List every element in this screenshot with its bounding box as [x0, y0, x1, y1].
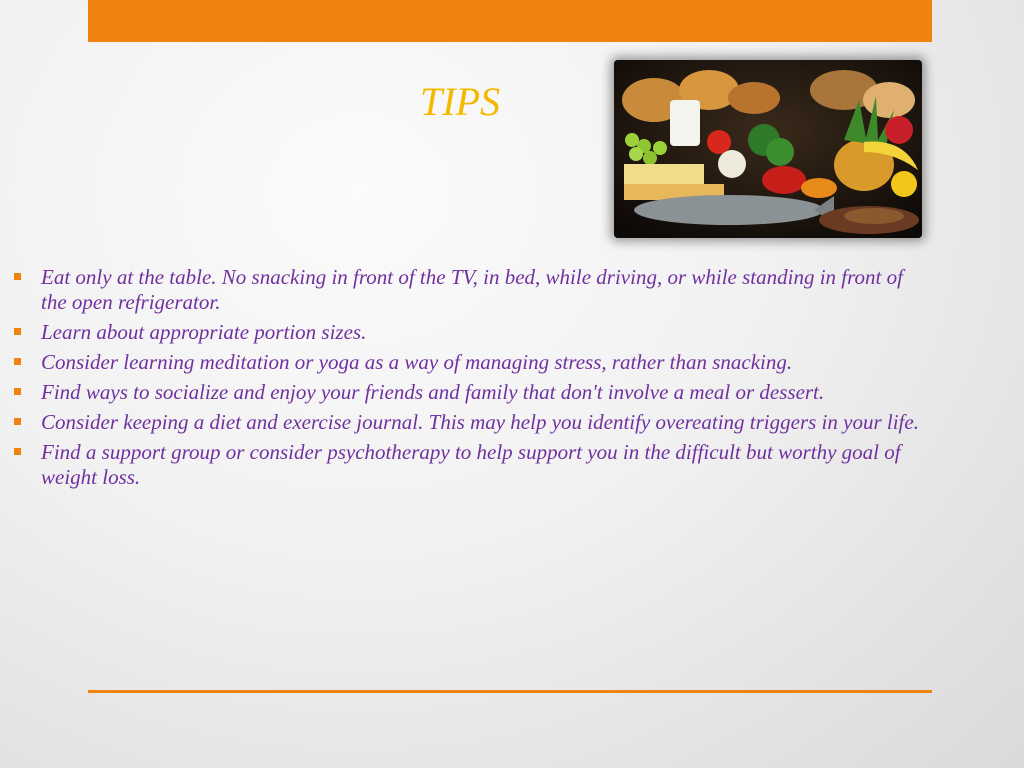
- tip-text: Learn about appropriate portion sizes.: [41, 320, 367, 344]
- tip-text: Eat only at the table. No snacking in front of the TV, in bed, while driving, or while standing in front of the open refrigerator.: [41, 265, 903, 314]
- list-item: [14, 380, 924, 405]
- bullet-square-icon: [14, 418, 21, 425]
- bullet-square-icon: [14, 358, 21, 365]
- bullet-square-icon: [14, 273, 21, 280]
- food-illustration: [614, 60, 922, 238]
- food-photo: [614, 60, 922, 238]
- slide-title: TIPS: [420, 79, 500, 124]
- list-item: [14, 350, 924, 375]
- bottom-accent-line: [88, 690, 932, 693]
- tip-text: Consider keeping a diet and exercise journal. This may help you identify overeating triggers in your life.: [41, 410, 919, 434]
- bullet-square-icon: [14, 328, 21, 335]
- bullet-square-icon: [14, 448, 21, 455]
- list-item: [14, 320, 924, 345]
- top-accent-bar: [88, 0, 932, 42]
- tip-text: Find ways to socialize and enjoy your friends and family that don't involve a meal or dessert.: [41, 380, 825, 404]
- tips-list: [14, 265, 924, 495]
- list-item: [14, 410, 924, 435]
- tip-text: Find a support group or consider psychotherapy to help support you in the difficult but worthy goal of weight loss.: [41, 440, 901, 489]
- tip-text: Consider learning meditation or yoga as a way of managing stress, rather than snacking.: [41, 350, 793, 374]
- list-item: [14, 265, 924, 315]
- list-item: [14, 440, 924, 490]
- bullet-square-icon: [14, 388, 21, 395]
